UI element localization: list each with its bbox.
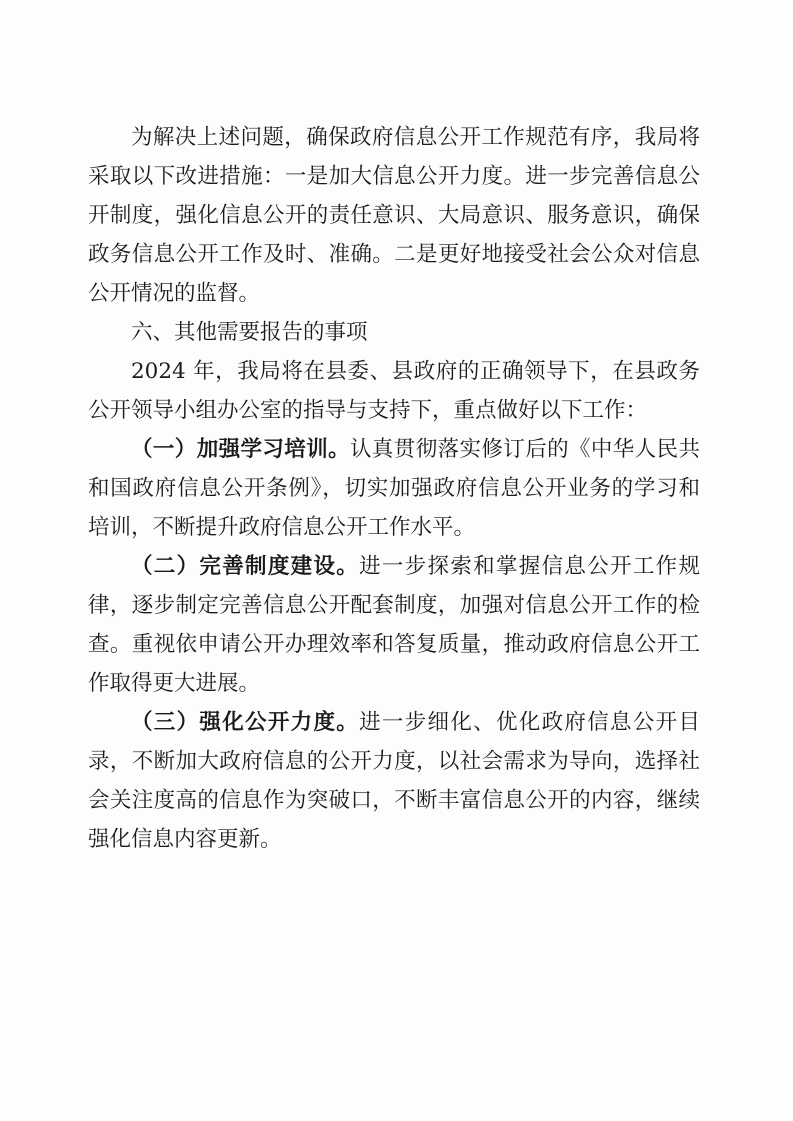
item-1-title: （一）加强学习培训。: [131, 437, 350, 462]
document-body: [88, 118, 700, 859]
item-1-body: 认真贯彻落实修订后的《中华人民共和国政府信息公开条例》，切实加强政府信息公开业务的学习和培训，不断提升政府信息公开工作水平。: [88, 437, 700, 540]
paragraph-2024-plan: 2024 年，我局将在县委、县政府的正确领导下，在县政务公开领导小组办公室的指导与支持下，重点做好以下工作：: [88, 359, 700, 423]
item-2-body: 进一步探索和掌握信息公开工作规律，逐步制定完善信息公开配套制度，加强对信息公开工作的检查。重视依申请公开办理效率和答复质量，推动政府信息公开工作取得更大进展。: [88, 554, 700, 696]
item-1: [88, 430, 700, 547]
item-3-body: 进一步细化、优化政府信息公开目录，不断加大政府信息的公开力度，以社会需求为导向，选择社会关注度高的信息作为突破口，不断丰富信息公开的内容，继续强化信息内容更新。: [88, 710, 700, 852]
section-heading: 六、其他需要报告的事项: [131, 320, 368, 345]
paragraph-improvement-measures: 为解决上述问题，确保政府信息公开工作规范有序，我局将采取以下改进措施：一是加大信息公开力度。进一步完善信息公开制度，强化信息公开的责任意识、大局意识、服务意识，确保政务信息公开工作及时、准确。二是更好地接受社会公众对信息公开情况的监督。: [88, 125, 700, 306]
item-2-title: （二）完善制度建设。: [131, 554, 360, 579]
item-3-title: （三）强化公开力度。: [131, 710, 360, 735]
item-3: [88, 703, 700, 859]
item-2: [88, 547, 700, 703]
